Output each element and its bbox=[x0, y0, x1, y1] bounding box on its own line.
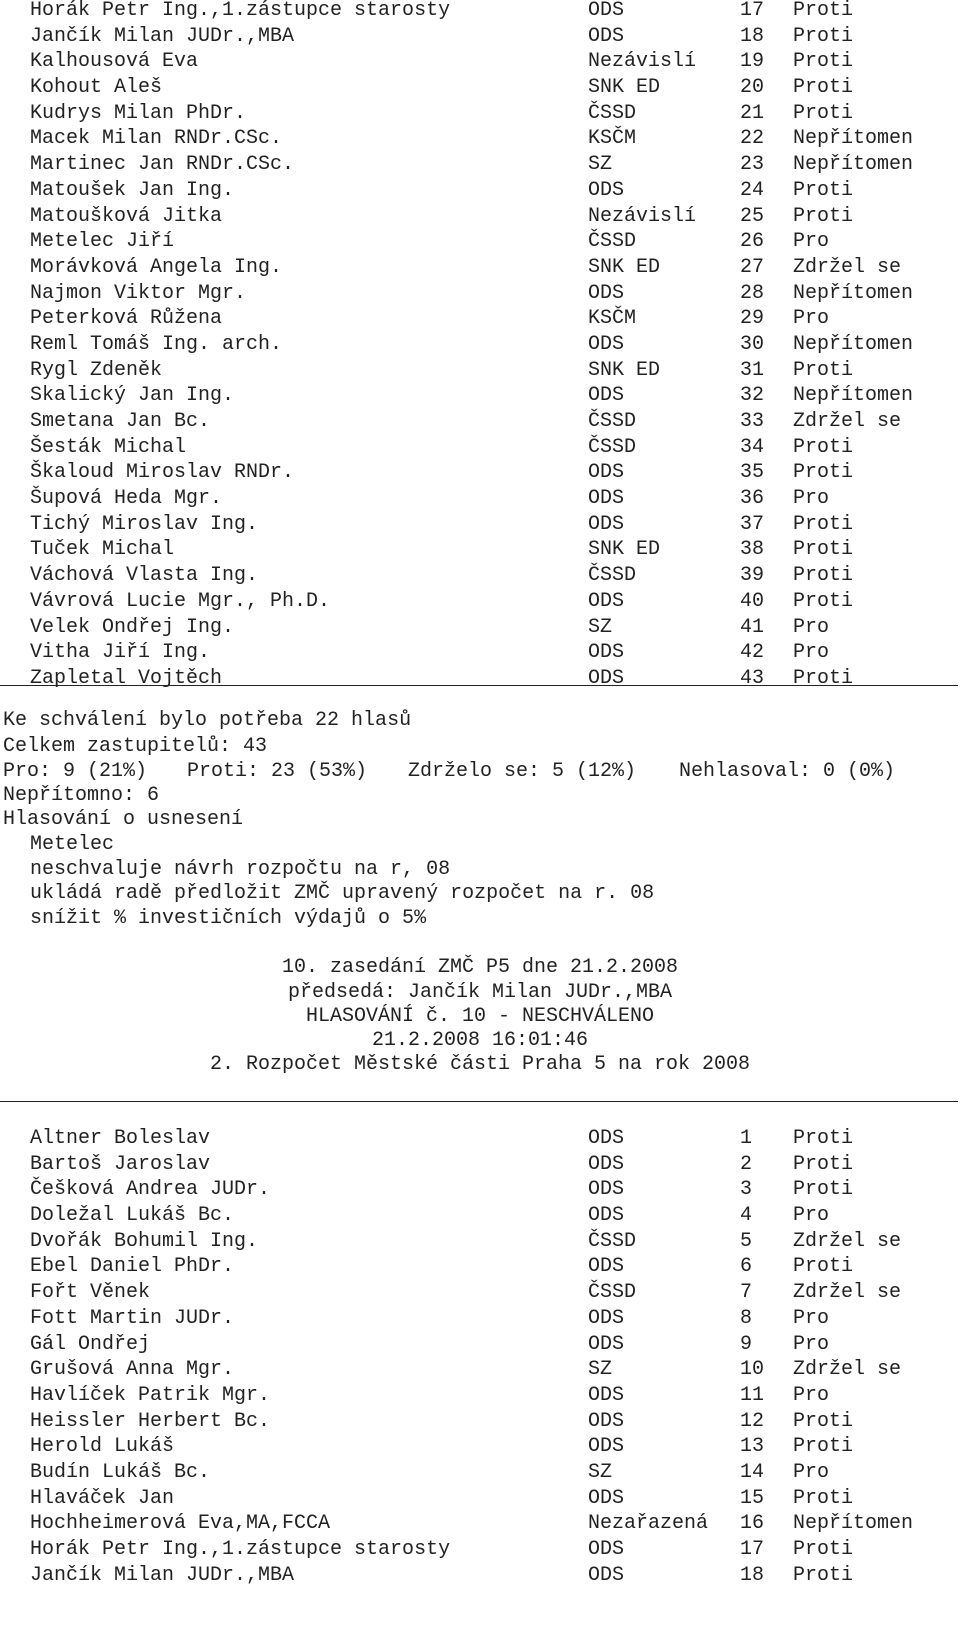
member-number: 17 bbox=[740, 0, 765, 22]
member-party: ČSSD bbox=[588, 435, 637, 459]
member-row bbox=[0, 640, 960, 666]
member-row bbox=[0, 306, 960, 332]
member-name: Velek Ondřej Ing. bbox=[30, 615, 235, 639]
member-row bbox=[0, 563, 960, 589]
member-row bbox=[0, 512, 960, 538]
member-number: 18 bbox=[740, 24, 765, 48]
required-votes: Ke schválení bylo potřeba 22 hlasů bbox=[3, 709, 412, 732]
member-name: Altner Boleslav bbox=[30, 1127, 211, 1150]
member-number: 21 bbox=[740, 101, 765, 125]
member-party: ODS bbox=[588, 1538, 625, 1561]
member-number: 20 bbox=[740, 76, 765, 100]
member-name: Martinec Jan RNDr.CSc. bbox=[30, 153, 295, 177]
member-party: ODS bbox=[588, 589, 625, 613]
member-row bbox=[0, 1280, 960, 1306]
member-row bbox=[0, 1254, 960, 1280]
member-vote: Proti bbox=[793, 1435, 854, 1459]
member-vote: Proti bbox=[793, 564, 854, 588]
member-vote: Proti bbox=[793, 538, 854, 562]
member-number: 42 bbox=[740, 641, 765, 665]
member-vote: Pro bbox=[793, 1383, 830, 1407]
member-party: ODS bbox=[588, 1486, 625, 1510]
member-name: Zapletal Vojtěch bbox=[30, 666, 223, 690]
motion-line: Metelec bbox=[30, 833, 115, 856]
member-row bbox=[0, 1460, 960, 1486]
member-row bbox=[0, 1177, 960, 1203]
count-nepritomno: Nepřítomno: 6 bbox=[3, 784, 160, 807]
member-number: 40 bbox=[740, 589, 765, 613]
member-name: Smetana Jan Bc. bbox=[30, 410, 211, 433]
member-party: SNK ED bbox=[588, 255, 661, 279]
session-title: 10. zasedání ZMČ P5 dne 21.2.2008 bbox=[281, 956, 679, 979]
member-name: Rygl Zdeněk bbox=[30, 358, 163, 382]
member-name: Skalický Jan Ing. bbox=[30, 384, 235, 408]
member-name: Češková Andrea JUDr. bbox=[30, 1178, 271, 1202]
member-name: Vávrová Lucie Mgr., Ph.D. bbox=[30, 589, 331, 613]
member-number: 38 bbox=[740, 538, 765, 562]
member-number: 2 bbox=[740, 1152, 753, 1176]
member-row bbox=[0, 101, 960, 127]
member-vote: Proti bbox=[793, 1486, 854, 1510]
member-name: Hochheimerová Eva,MA,FCCA bbox=[30, 1512, 331, 1536]
member-number: 18 bbox=[740, 1563, 765, 1587]
member-row bbox=[0, 49, 960, 75]
member-party: ODS bbox=[588, 1409, 625, 1433]
member-row bbox=[0, 0, 960, 24]
member-number: 17 bbox=[740, 1538, 765, 1561]
member-row bbox=[0, 1152, 960, 1178]
motion-heading: Hlasování o usnesení bbox=[3, 808, 244, 831]
member-number: 34 bbox=[740, 435, 765, 459]
member-number: 26 bbox=[740, 230, 765, 254]
member-party: ODS bbox=[588, 641, 625, 665]
member-row bbox=[0, 281, 960, 307]
member-number: 25 bbox=[740, 204, 765, 228]
member-party: ODS bbox=[588, 1152, 625, 1176]
member-number: 37 bbox=[740, 512, 765, 536]
vote-number: HLASOVÁNÍ č. 10 - NESCHVÁLENO bbox=[305, 1005, 655, 1028]
member-party: SZ bbox=[588, 615, 613, 639]
member-number: 10 bbox=[740, 1358, 765, 1382]
member-number: 5 bbox=[740, 1229, 753, 1253]
member-number: 6 bbox=[740, 1255, 753, 1279]
member-row bbox=[0, 1486, 960, 1512]
member-vote: Pro bbox=[793, 615, 830, 639]
member-number: 41 bbox=[740, 615, 765, 639]
member-vote: Proti bbox=[793, 1409, 854, 1433]
member-name: Morávková Angela Ing. bbox=[30, 255, 283, 279]
member-vote: Nepřítomen bbox=[793, 384, 914, 408]
motion-line: ukládá radě předložit ZMČ upravený rozpočet na r. 08 bbox=[30, 882, 655, 905]
member-row bbox=[0, 1126, 960, 1152]
member-row bbox=[0, 358, 960, 384]
member-row bbox=[0, 332, 960, 358]
member-vote: Zdržel se bbox=[793, 410, 902, 433]
member-number: 30 bbox=[740, 332, 765, 356]
member-row bbox=[0, 1563, 960, 1589]
member-vote: Proti bbox=[793, 178, 854, 202]
member-name: Jančík Milan JUDr.,MBA bbox=[30, 24, 295, 48]
member-party: KSČM bbox=[588, 307, 637, 331]
member-row bbox=[0, 409, 960, 435]
member-vote: Proti bbox=[793, 1178, 854, 1202]
member-name: Gál Ondřej bbox=[30, 1332, 151, 1356]
member-party: SNK ED bbox=[588, 538, 661, 562]
member-number: 22 bbox=[740, 127, 765, 151]
member-name: Horák Petr Ing.,1.zástupce starosty bbox=[30, 0, 451, 22]
member-party: ODS bbox=[588, 1332, 625, 1356]
member-name: Bartoš Jaroslav bbox=[30, 1152, 211, 1176]
member-party: ODS bbox=[588, 1255, 625, 1279]
member-party: KSČM bbox=[588, 127, 637, 151]
member-party: ODS bbox=[588, 512, 625, 536]
member-vote: Pro bbox=[793, 1306, 830, 1330]
member-party: ČSSD bbox=[588, 1281, 637, 1305]
member-number: 23 bbox=[740, 153, 765, 177]
member-name: Šesták Michal bbox=[30, 435, 187, 459]
member-name: Šupová Heda Mgr. bbox=[30, 487, 223, 511]
member-name: Matoušková Jitka bbox=[30, 204, 223, 228]
member-name: Dvořák Bohumil Ing. bbox=[30, 1229, 259, 1253]
member-number: 19 bbox=[740, 50, 765, 74]
motion-line: neschvaluje návrh rozpočtu na r, 08 bbox=[30, 858, 451, 881]
member-number: 13 bbox=[740, 1435, 765, 1459]
member-name: Tichý Miroslav Ing. bbox=[30, 512, 259, 536]
member-row bbox=[0, 1383, 960, 1409]
member-row bbox=[0, 1229, 960, 1255]
member-name: Havlíček Patrik Mgr. bbox=[30, 1383, 271, 1407]
member-name: Jančík Milan JUDr.,MBA bbox=[30, 1563, 295, 1587]
member-party: SNK ED bbox=[588, 358, 661, 382]
member-party: ODS bbox=[588, 1178, 625, 1202]
member-number: 31 bbox=[740, 358, 765, 382]
member-party: ČSSD bbox=[588, 101, 637, 125]
member-name: Tuček Michal bbox=[30, 538, 175, 562]
member-row bbox=[0, 486, 960, 512]
member-vote: Zdržel se bbox=[793, 1281, 902, 1305]
member-vote: Proti bbox=[793, 0, 854, 22]
member-party: ODS bbox=[588, 24, 625, 48]
member-party: ODS bbox=[588, 1563, 625, 1587]
member-party: ODS bbox=[588, 281, 625, 305]
member-row bbox=[0, 255, 960, 281]
member-vote: Proti bbox=[793, 76, 854, 100]
member-number: 43 bbox=[740, 666, 765, 690]
member-vote: Proti bbox=[793, 1255, 854, 1279]
member-row bbox=[0, 1357, 960, 1383]
member-number: 27 bbox=[740, 255, 765, 279]
member-party: ODS bbox=[588, 332, 625, 356]
member-vote: Nepřítomen bbox=[793, 332, 914, 356]
member-number: 3 bbox=[740, 1178, 753, 1202]
member-name: Kohout Aleš bbox=[30, 76, 163, 100]
member-row bbox=[0, 460, 960, 486]
member-vote: Proti bbox=[793, 204, 854, 228]
member-name: Metelec Jiří bbox=[30, 230, 175, 254]
member-name: Váchová Vlasta Ing. bbox=[30, 564, 259, 588]
member-number: 35 bbox=[740, 461, 765, 485]
member-number: 4 bbox=[740, 1204, 753, 1228]
member-party: ODS bbox=[588, 1306, 625, 1330]
member-number: 15 bbox=[740, 1486, 765, 1510]
member-vote: Proti bbox=[793, 461, 854, 485]
member-number: 14 bbox=[740, 1460, 765, 1484]
member-number: 24 bbox=[740, 178, 765, 202]
member-name: Kalhousová Eva bbox=[30, 50, 199, 74]
member-party: SZ bbox=[588, 1358, 613, 1382]
member-vote: Pro bbox=[793, 487, 830, 511]
member-name: Kudrys Milan PhDr. bbox=[30, 101, 247, 125]
member-vote: Proti bbox=[793, 512, 854, 536]
member-row bbox=[0, 229, 960, 255]
member-vote: Nepřítomen bbox=[793, 1512, 914, 1536]
member-number: 33 bbox=[740, 410, 765, 433]
member-number: 39 bbox=[740, 564, 765, 588]
member-party: ODS bbox=[588, 384, 625, 408]
vote-table bbox=[0, 1126, 960, 1588]
member-row bbox=[0, 589, 960, 615]
member-vote: Proti bbox=[793, 435, 854, 459]
member-party: ODS bbox=[588, 666, 625, 690]
member-name: Doležal Lukáš Bc. bbox=[30, 1204, 235, 1228]
member-vote: Proti bbox=[793, 1563, 854, 1587]
vote-datetime: 21.2.2008 16:01:46 bbox=[371, 1029, 589, 1052]
separator-rule bbox=[0, 685, 958, 686]
member-row bbox=[0, 24, 960, 50]
member-party: ČSSD bbox=[588, 564, 637, 588]
chair-line: předsedá: Jančík Milan JUDr.,MBA bbox=[287, 981, 673, 1004]
separator-rule bbox=[0, 1101, 958, 1102]
member-number: 36 bbox=[740, 487, 765, 511]
member-vote: Proti bbox=[793, 101, 854, 125]
member-number: 1 bbox=[740, 1127, 753, 1150]
count-nehlasoval: Nehlasoval: 0 (0%) bbox=[679, 760, 896, 783]
member-name: Peterková Růžena bbox=[30, 307, 223, 331]
member-party: ČSSD bbox=[588, 1229, 637, 1253]
member-row bbox=[0, 1306, 960, 1332]
member-name: Grušová Anna Mgr. bbox=[30, 1358, 235, 1382]
vote-table-continued bbox=[0, 0, 960, 692]
member-party: ODS bbox=[588, 178, 625, 202]
member-row bbox=[0, 1537, 960, 1563]
member-party: Nezařazená bbox=[588, 1512, 709, 1536]
member-party: ODS bbox=[588, 1127, 625, 1150]
member-row bbox=[0, 537, 960, 563]
member-number: 29 bbox=[740, 307, 765, 331]
member-name: Reml Tomáš Ing. arch. bbox=[30, 332, 283, 356]
member-party: SNK ED bbox=[588, 76, 661, 100]
member-row bbox=[0, 383, 960, 409]
member-party: SZ bbox=[588, 153, 613, 177]
member-row bbox=[0, 615, 960, 641]
count-pro: Pro: 9 (21%) bbox=[3, 760, 148, 783]
member-row bbox=[0, 204, 960, 230]
member-vote: Zdržel se bbox=[793, 1229, 902, 1253]
member-vote: Proti bbox=[793, 1152, 854, 1176]
member-party: ODS bbox=[588, 1435, 625, 1459]
member-party: ODS bbox=[588, 487, 625, 511]
member-name: Fott Martin JUDr. bbox=[30, 1306, 235, 1330]
member-vote: Nepřítomen bbox=[793, 127, 914, 151]
member-name: Fořt Věnek bbox=[30, 1281, 151, 1305]
member-row bbox=[0, 666, 960, 692]
member-row bbox=[0, 1203, 960, 1229]
member-party: ODS bbox=[588, 0, 625, 22]
member-row bbox=[0, 1409, 960, 1435]
member-row bbox=[0, 1332, 960, 1358]
member-vote: Proti bbox=[793, 589, 854, 613]
member-name: Matoušek Jan Ing. bbox=[30, 178, 235, 202]
motion-line: snížit % investičních výdajů o 5% bbox=[30, 907, 427, 930]
member-party: ČSSD bbox=[588, 410, 637, 433]
count-proti: Proti: 23 (53%) bbox=[187, 760, 368, 783]
agenda-topic: 2. Rozpočet Městské části Praha 5 na rok 2008 bbox=[209, 1053, 751, 1076]
member-vote: Proti bbox=[793, 358, 854, 382]
member-party: ODS bbox=[588, 1383, 625, 1407]
member-vote: Zdržel se bbox=[793, 1358, 902, 1382]
member-vote: Nepřítomen bbox=[793, 153, 914, 177]
member-vote: Proti bbox=[793, 1127, 854, 1150]
member-name: Vitha Jiří Ing. bbox=[30, 641, 211, 665]
member-number: 8 bbox=[740, 1306, 753, 1330]
member-name: Macek Milan RNDr.CSc. bbox=[30, 127, 283, 151]
member-name: Budín Lukáš Bc. bbox=[30, 1460, 211, 1484]
member-vote: Nepřítomen bbox=[793, 281, 914, 305]
member-row bbox=[0, 152, 960, 178]
member-row bbox=[0, 1434, 960, 1460]
member-number: 32 bbox=[740, 384, 765, 408]
member-name: Horák Petr Ing.,1.zástupce starosty bbox=[30, 1538, 451, 1561]
member-party: Nezávislí bbox=[588, 50, 697, 74]
member-party: Nezávislí bbox=[588, 204, 697, 228]
member-name: Škaloud Miroslav RNDr. bbox=[30, 461, 295, 485]
member-number: 7 bbox=[740, 1281, 753, 1305]
member-vote: Proti bbox=[793, 50, 854, 74]
member-party: ODS bbox=[588, 1204, 625, 1228]
member-name: Najmon Viktor Mgr. bbox=[30, 281, 247, 305]
member-party: ODS bbox=[588, 461, 625, 485]
member-vote: Zdržel se bbox=[793, 255, 902, 279]
member-vote: Pro bbox=[793, 1204, 830, 1228]
member-name: Herold Lukáš bbox=[30, 1435, 175, 1459]
member-row bbox=[0, 126, 960, 152]
member-party: ČSSD bbox=[588, 230, 637, 254]
member-party: SZ bbox=[588, 1460, 613, 1484]
member-row bbox=[0, 75, 960, 101]
member-number: 9 bbox=[740, 1332, 753, 1356]
member-name: Ebel Daniel PhDr. bbox=[30, 1255, 235, 1279]
member-vote: Pro bbox=[793, 230, 830, 254]
member-row bbox=[0, 178, 960, 204]
count-zdrzelo: Zdrželo se: 5 (12%) bbox=[408, 760, 637, 783]
member-vote: Pro bbox=[793, 307, 830, 331]
member-number: 16 bbox=[740, 1512, 765, 1536]
member-number: 11 bbox=[740, 1383, 765, 1407]
member-vote: Pro bbox=[793, 1460, 830, 1484]
total-members: Celkem zastupitelů: 43 bbox=[3, 735, 268, 758]
member-name: Heissler Herbert Bc. bbox=[30, 1409, 271, 1433]
member-number: 12 bbox=[740, 1409, 765, 1433]
member-row bbox=[0, 1511, 960, 1537]
member-vote: Pro bbox=[793, 641, 830, 665]
member-vote: Proti bbox=[793, 1538, 854, 1561]
member-number: 28 bbox=[740, 281, 765, 305]
member-name: Hlaváček Jan bbox=[30, 1486, 175, 1510]
member-row bbox=[0, 435, 960, 461]
member-vote: Proti bbox=[793, 24, 854, 48]
member-vote: Pro bbox=[793, 1332, 830, 1356]
member-vote: Proti bbox=[793, 666, 854, 690]
